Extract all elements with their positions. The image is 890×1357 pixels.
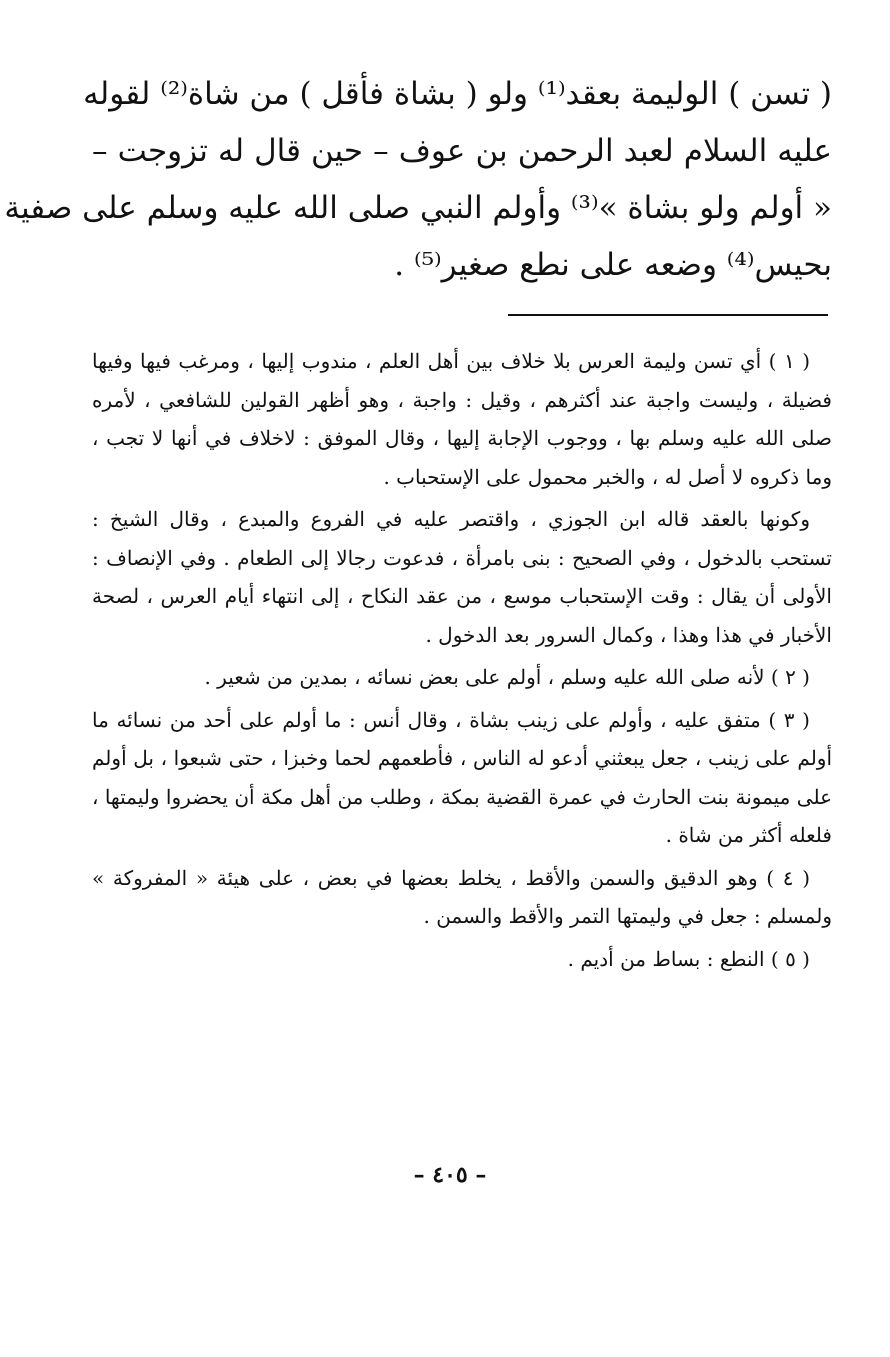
main-text-block bbox=[4, 66, 832, 294]
footnote-divider bbox=[508, 314, 828, 316]
footnote-3: ( ٣ ) متفق عليه ، وأولم على زينب بشاة ، وقال أنس : ما أولم على أحد من نسائه ما أولم على زينب ، جعل يبعثني أدعو له الناس ، فأطعمهم لحما وخبزا ، حتى شبعوا ، بل أولم على ميمونة بنت الحارث في عمرة القضية بمكة ، وطلب من أهل مكة أن يحضروا وليمتها ، فلعله أكثر من شاة . bbox=[92, 707, 833, 847]
footnote-1: ( ١ ) أي تسن وليمة العرس بلا خلاف بين أهل العلم ، مندوب إليها ، ومرغب فيها وفيها فضيلة ، وليست واجبة عند أكثرهم ، وقيل : واجبة ، وهو أظهر القولين للشافعي ، لأمره صلى الله عليه وسلم بها ، ووجوب الإجابة إليها ، وقال الموفق : لاخلاف في أنها لا تجب ، وما ذكروه لا أصل له ، والخبر محمول على الإستحباب . bbox=[92, 349, 832, 489]
footnote-5: ( ٥ ) النطع : بساط من أديم . bbox=[567, 946, 810, 971]
footnote-2: ( ٢ ) لأنه صلى الله عليه وسلم ، أولم على بعض نسائه ، بمدين من شعير . bbox=[204, 665, 810, 689]
page-number: – ٤٠٥ – bbox=[413, 1162, 487, 1188]
main-text-line: ( تسن ) الوليمة بعقد⁽¹⁾ ولو ( بشاة فأقل ) من شاة⁽²⁾ لقوله bbox=[83, 76, 832, 112]
footnotes-block bbox=[92, 342, 832, 982]
main-text-line: عليه السلام لعبد الرحمن بن عوف – حين قال له تزوجت – bbox=[92, 133, 832, 169]
footnote-1-continued: وكونها بالعقد قاله ابن الجوزي ، واقتصر عليه في الفروع والمبدع ، وقال الشيخ : تستحب بالدخول ، وفي الصحيح : بنى بامرأة ، فدعوت رجالا إلى الطعام . وفي الإنصاف : الأولى أن يقال : وقت الإستحباب موسع ، من عقد النكاح ، إلى انتهاء أيام العرس ، لصحة الأخبار في هذا وهذا ، وكمال السرور بعد الدخول . bbox=[92, 507, 832, 647]
main-text-line: « أولم ولو بشاة »⁽³⁾ وأولم النبي صلى الله عليه وسلم على صفية bbox=[4, 190, 832, 226]
footnote-4: ( ٤ ) وهو الدقيق والسمن والأقط ، يخلط بعضها في بعض ، على هيئة « المفروكة » ولمسلم : جعل في وليمتها التمر والأقط والسمن . bbox=[92, 865, 832, 928]
main-text-line: بحيس⁽⁴⁾ وضعه على نطع صغير⁽⁵⁾ . bbox=[394, 247, 832, 283]
